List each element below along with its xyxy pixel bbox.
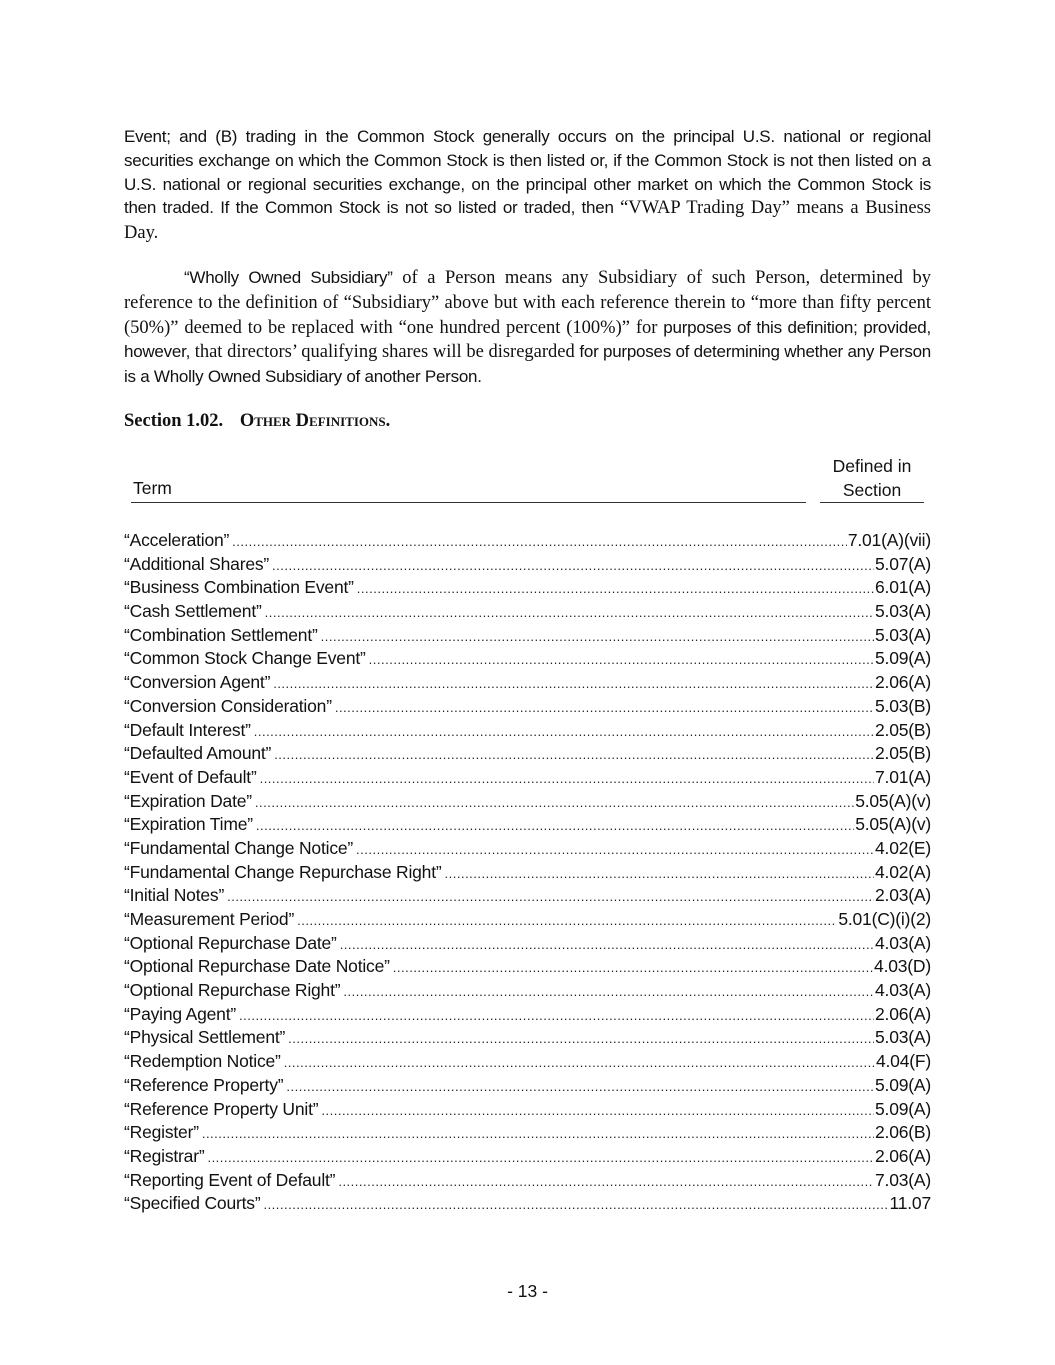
defined-term: “Register” [124, 1122, 199, 1143]
defined-term: “Conversion Consideration” [124, 695, 332, 716]
section-reference: 5.01(C)(i)(2) [838, 909, 931, 929]
table-row [124, 790, 931, 814]
section-reference: 2.06(A) [875, 672, 931, 693]
table-row [124, 1026, 931, 1050]
defined-term: “Expiration Date” [124, 790, 252, 811]
dot-leader [255, 791, 854, 814]
table-row [124, 1050, 931, 1074]
section-reference: 4.03(A) [875, 932, 931, 953]
dot-leader [284, 1051, 875, 1074]
defined-term: “Expiration Time” [124, 814, 253, 835]
defined-term: “Reference Property Unit” [124, 1098, 319, 1119]
defined-term: “Cash Settlement” [124, 601, 262, 622]
defined-term: “Default Interest” [124, 719, 251, 740]
dot-leader [207, 1146, 874, 1169]
dot-leader [260, 767, 874, 790]
table-row [124, 624, 931, 648]
paragraph-text: Event; and (B) trading in the Common Stock generally occurs on the principal U.S. national or regional securities exchange on which the Common Stock is then listed or, if the Common Stock is not then listed on a U.S. national or regional securities exchange, on the principal other market on which the Common Stock is then traded. If the Common Stock is not so listed or traded, then [124, 127, 931, 218]
table-row [124, 837, 931, 861]
column-header-section-line1: Defined in [832, 456, 912, 476]
defined-term: “Physical Settlement” [124, 1027, 286, 1048]
section-reference: 5.05(A)(v) [855, 790, 931, 811]
paragraph-vwap-trading-day [124, 125, 931, 246]
section-reference: 5.09(A) [875, 648, 931, 669]
defined-term: “Acceleration” [124, 530, 230, 550]
paragraph-text: for purposes of determining whether any Person is a Wholly Owned Subsidiary of another Person. [124, 342, 931, 387]
dot-leader [321, 1099, 874, 1122]
table-row [124, 979, 931, 1003]
dot-leader [232, 530, 847, 553]
table-row [124, 813, 931, 837]
dot-leader [254, 720, 874, 743]
dot-leader [338, 1170, 874, 1193]
defined-term: “Initial Notes” [124, 885, 225, 906]
section-reference: 4.02(E) [875, 837, 931, 858]
dot-leader [286, 1075, 874, 1098]
dot-leader [273, 672, 874, 695]
dot-leader [343, 980, 874, 1003]
dot-leader [356, 838, 874, 861]
table-row [124, 1074, 931, 1098]
defined-term: “Common Stock Change Event” [124, 648, 366, 669]
defined-term: “Combination Settlement” [124, 624, 318, 645]
page-number: - 13 - [507, 1281, 548, 1301]
table-row [124, 600, 931, 624]
section-reference: 2.05(B) [875, 719, 931, 740]
dot-leader [272, 554, 874, 577]
paragraph-text: purposes of this definition; provided, however, [124, 317, 931, 362]
table-row [124, 955, 931, 979]
defined-term: “Conversion Agent” [124, 672, 271, 693]
table-row [124, 1192, 931, 1216]
dot-leader [369, 648, 874, 671]
table-row [124, 884, 931, 908]
defined-term: “Specified Courts” [124, 1193, 261, 1214]
section-reference: 5.09(A) [875, 1074, 931, 1095]
defined-term: “Optional Repurchase Date” [124, 932, 337, 953]
defined-term: “Redemption Notice” [124, 1051, 281, 1072]
table-row [124, 766, 931, 790]
dot-leader [340, 933, 874, 956]
defined-term: “Business Combination Event” [124, 577, 354, 598]
table-row [124, 553, 931, 577]
defined-term: “Registrar” [124, 1145, 205, 1166]
section-reference: 4.03(A) [875, 980, 931, 1001]
definitions-table [124, 529, 931, 1216]
defined-term: “Measurement Period” [124, 909, 295, 929]
section-reference: 2.06(B) [875, 1122, 931, 1143]
column-header-section-line2: Section [842, 479, 902, 500]
dot-leader [265, 601, 874, 624]
section-reference: 5.03(A) [875, 624, 931, 645]
section-reference: 6.01(A) [875, 577, 931, 598]
table-row [124, 576, 931, 600]
defined-term: “Event of Default” [124, 766, 257, 787]
table-row [124, 695, 931, 719]
section-reference: 5.07(A) [875, 553, 931, 574]
defined-term: “Defaulted Amount” [124, 743, 272, 764]
dot-leader [321, 625, 874, 648]
section-number: Section 1.02. [124, 411, 224, 431]
section-title: Other Definitions. [239, 411, 391, 431]
dot-leader [202, 1122, 874, 1145]
dot-leader [297, 909, 837, 932]
section-reference: 4.02(A) [875, 861, 931, 882]
dot-leader [357, 577, 874, 600]
paragraph-text-serif: that directors’ qualifying shares will be disregarded [190, 342, 580, 363]
defined-term: “Reporting Event of Default” [124, 1169, 336, 1190]
column-header-section [820, 455, 924, 503]
table-row [124, 1098, 931, 1122]
defined-term: “Wholly Owned Subsidiary” [184, 268, 393, 287]
dot-leader [227, 885, 874, 908]
defined-term: “Fundamental Change Repurchase Right” [124, 861, 442, 882]
table-row [124, 861, 931, 885]
dot-leader [263, 1193, 888, 1216]
dot-leader [335, 696, 874, 719]
section-reference: 2.06(A) [875, 1003, 931, 1024]
section-reference: 2.05(B) [875, 743, 931, 764]
section-heading [124, 411, 390, 432]
table-row [124, 1003, 931, 1027]
table-row [124, 719, 931, 743]
defined-term: “Fundamental Change Notice” [124, 837, 354, 858]
defined-term: “Additional Shares” [124, 553, 270, 574]
section-reference: 2.03(A) [875, 885, 931, 906]
section-reference: 11.07 [889, 1193, 931, 1214]
table-row [124, 742, 931, 766]
dot-leader [288, 1027, 874, 1050]
defined-term: “Reference Property” [124, 1074, 284, 1095]
table-row [124, 671, 931, 695]
dot-leader [256, 814, 854, 837]
section-reference: 5.03(B) [875, 695, 931, 716]
section-reference: 7.01(A) [875, 766, 931, 787]
table-row [124, 647, 931, 671]
section-reference: 5.03(A) [875, 601, 931, 622]
section-reference: 5.03(A) [875, 1027, 931, 1048]
table-row [124, 1121, 931, 1145]
section-reference: 4.03(D) [874, 956, 931, 977]
dot-leader [445, 862, 874, 885]
table-row [124, 932, 931, 956]
table-row [124, 1145, 931, 1169]
defined-term: “Optional Repurchase Right” [124, 980, 341, 1001]
defined-term: “Paying Agent” [124, 1003, 236, 1024]
section-reference: 5.09(A) [875, 1098, 931, 1119]
dot-leader [393, 956, 873, 979]
table-row [124, 529, 931, 553]
column-header-term: Term [131, 478, 806, 503]
defined-term: “Optional Repurchase Date Notice” [124, 956, 390, 977]
section-reference: 2.06(A) [875, 1145, 931, 1166]
table-row [124, 908, 931, 932]
paragraph-text-serif: “VWAP Trading Day” means a Business Day. [124, 198, 931, 244]
paragraph-text-serif: of a Person means any Subsidiary of such Person, determined by reference to the definition of “Subsidiary” above but with each reference therein to “more than fifty percent (50%)” deemed to be replaced with “one hundred percent (100%)” for [124, 268, 931, 338]
table-row [124, 1169, 931, 1193]
section-reference: 5.05(A)(v) [855, 814, 931, 835]
section-reference: 7.01(A)(vii) [847, 530, 931, 550]
dot-leader [274, 743, 874, 766]
paragraph-wholly-owned-subsidiary [124, 266, 931, 389]
section-reference: 7.03(A) [875, 1169, 931, 1190]
dot-leader [239, 1004, 874, 1027]
section-reference: 4.04(F) [875, 1051, 931, 1072]
